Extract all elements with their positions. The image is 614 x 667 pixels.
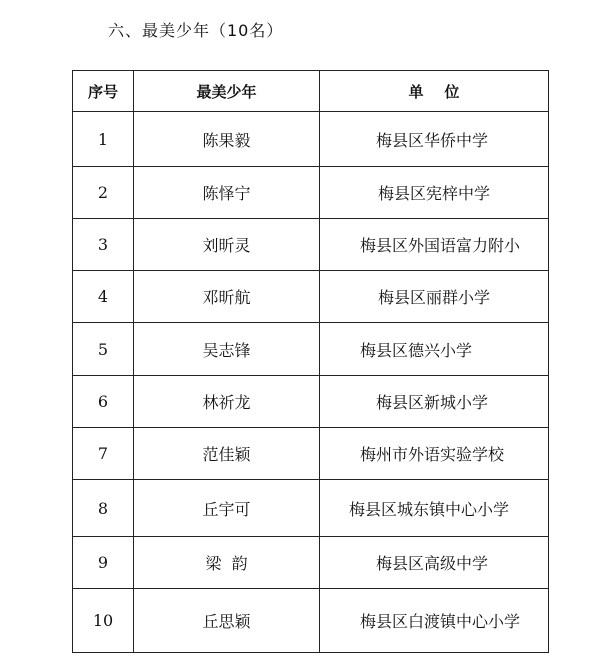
table-row [73, 167, 549, 219]
row-unit: 梅县区丽群小学 [320, 271, 549, 323]
row-name: 丘思颖 [134, 589, 320, 653]
row-unit: 梅县区华侨中学 [320, 112, 549, 167]
section-heading: 六、最美少年（10名） [108, 21, 284, 40]
row-unit: 梅县区宪梓中学 [320, 167, 549, 219]
row-index: 5 [73, 323, 134, 376]
table-row [73, 219, 549, 271]
table-row [73, 589, 549, 653]
row-unit: 梅县区新城小学 [320, 376, 549, 428]
row-unit: 梅县区高级中学 [320, 537, 549, 589]
table-row [73, 537, 549, 589]
row-index: 10 [73, 589, 134, 653]
row-index: 1 [73, 112, 134, 167]
row-index: 8 [73, 480, 134, 537]
row-unit: 梅州市外语实验学校 [320, 428, 549, 480]
row-index: 2 [73, 167, 134, 219]
row-unit: 梅县区城东镇中心小学 [320, 480, 549, 537]
header-index: 序号 [73, 71, 134, 112]
row-unit: 梅县区白渡镇中心小学 [320, 589, 549, 653]
row-index: 6 [73, 376, 134, 428]
row-name: 丘宇可 [134, 480, 320, 537]
header-unit: 单 位 [320, 71, 549, 112]
row-index: 9 [73, 537, 134, 589]
header-name: 最美少年 [134, 71, 320, 112]
table-row [73, 323, 549, 376]
row-index: 4 [73, 271, 134, 323]
table-row [73, 428, 549, 480]
row-unit: 梅县区德兴小学 [320, 323, 549, 376]
row-name: 范佳颖 [134, 428, 320, 480]
table-row [73, 112, 549, 167]
row-name: 刘昕灵 [134, 219, 320, 271]
table-row [73, 271, 549, 323]
row-name: 陈果毅 [134, 112, 320, 167]
row-name: 吴志锋 [134, 323, 320, 376]
row-name: 林祈龙 [134, 376, 320, 428]
awards-table [72, 70, 549, 653]
row-name: 邓昕航 [134, 271, 320, 323]
row-unit: 梅县区外国语富力附小 [320, 219, 549, 271]
row-name: 陈怿宁 [134, 167, 320, 219]
row-index: 3 [73, 219, 134, 271]
row-index: 7 [73, 428, 134, 480]
table-row [73, 480, 549, 537]
table-row [73, 376, 549, 428]
row-name: 梁 韵 [134, 537, 320, 589]
table-header-row [73, 71, 549, 112]
